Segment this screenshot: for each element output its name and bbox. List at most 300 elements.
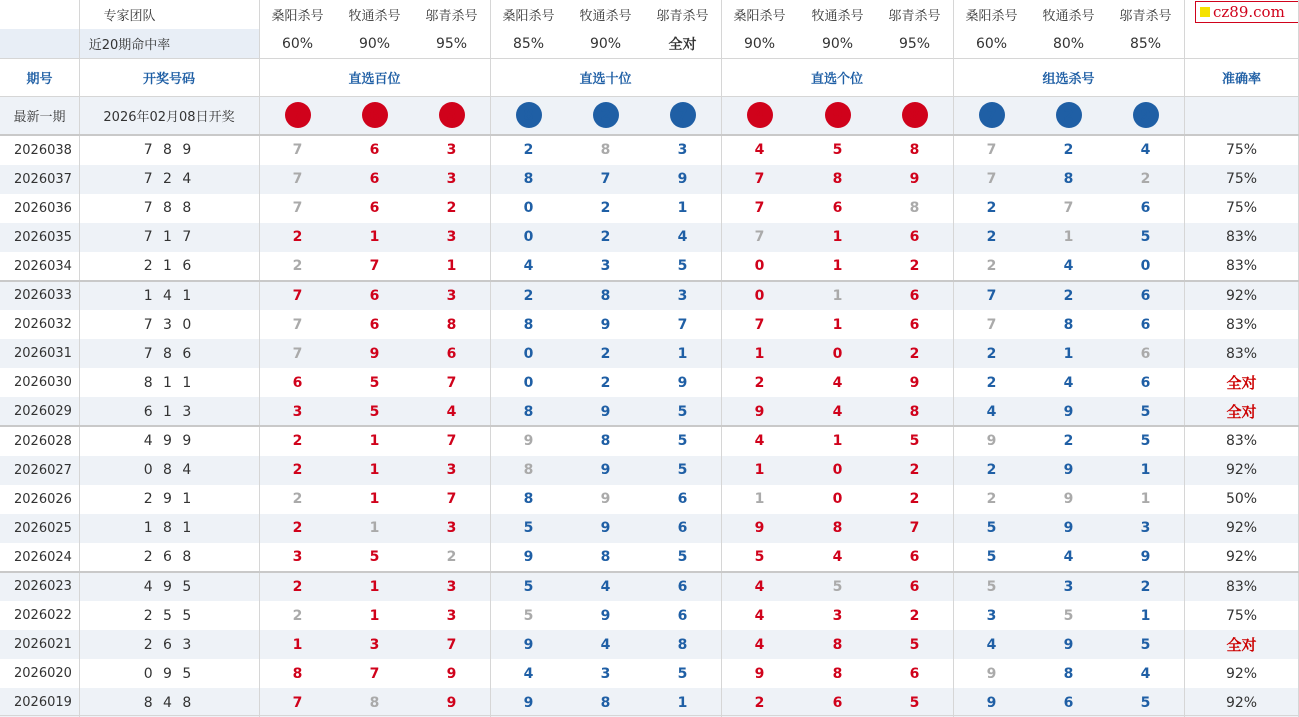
accuracy-value: 83% <box>1225 258 1258 275</box>
kill-number: 9 <box>754 403 765 420</box>
issue-number: 2026032 <box>14 317 72 333</box>
kill-number: 5 <box>1140 694 1151 711</box>
draw-number: 8 1 1 <box>143 374 195 391</box>
kill-number: 5 <box>754 549 765 566</box>
issue-number: 2026021 <box>14 637 72 653</box>
expert-name: 邬青杀号 <box>1119 9 1172 24</box>
expert-name: 邬青杀号 <box>888 9 941 24</box>
issue-number: 2026020 <box>14 666 72 682</box>
table-row <box>0 659 1299 688</box>
kill-number: 2 <box>523 142 534 159</box>
expert-name: 邬青杀号 <box>425 9 478 24</box>
kill-number: 4 <box>677 229 688 246</box>
accuracy-value: 92% <box>1225 287 1258 304</box>
table-row <box>0 630 1299 659</box>
kill-number: 9 <box>600 491 611 508</box>
grid-vline <box>953 0 954 717</box>
draw-number: 8 4 8 <box>143 694 195 711</box>
kill-number: 5 <box>832 578 843 595</box>
issue-number: 2026028 <box>14 433 72 449</box>
kill-number: 6 <box>1140 200 1151 217</box>
tens-header: 直选十位 <box>579 71 632 87</box>
kill-number: 3 <box>446 171 457 188</box>
kill-number: 9 <box>1140 549 1151 566</box>
kill-number: 7 <box>446 374 457 391</box>
issue-number: 2026038 <box>14 142 72 158</box>
latest-ball: 9 <box>825 102 851 128</box>
kill-number: 7 <box>369 665 380 682</box>
kill-number: 3 <box>446 607 457 624</box>
kill-number: 0 <box>754 258 765 275</box>
kill-number: 5 <box>909 433 920 450</box>
kill-number: 6 <box>1063 694 1074 711</box>
expert-name: 牧通杀号 <box>348 9 401 24</box>
kill-number: 1 <box>832 316 843 333</box>
kill-number: 9 <box>446 665 457 682</box>
kill-number: 6 <box>909 229 920 246</box>
kill-number: 8 <box>523 491 534 508</box>
kill-number: 4 <box>523 665 534 682</box>
accuracy-value: 92% <box>1225 665 1258 682</box>
kill-number: 1 <box>677 200 688 217</box>
accuracy-value: 75% <box>1225 171 1258 188</box>
kill-number: 1 <box>832 258 843 275</box>
kill-number: 8 <box>909 403 920 420</box>
latest-ball-cell <box>799 96 876 134</box>
latest-ball-cell <box>259 96 336 134</box>
accuracy-value: 92% <box>1225 694 1258 711</box>
kill-number: 7 <box>292 142 303 159</box>
kill-number: 6 <box>909 316 920 333</box>
kill-number: 6 <box>292 374 303 391</box>
kill-number: 6 <box>369 200 380 217</box>
kill-number: 5 <box>909 636 920 653</box>
latest-date: 2026年02月08日开奖 <box>103 109 235 125</box>
logo-square-icon <box>1200 7 1210 17</box>
kill-number: 1 <box>1140 462 1151 479</box>
table-row <box>0 543 1299 572</box>
kill-number: 9 <box>523 433 534 450</box>
kill-number: 1 <box>369 433 380 450</box>
kill-number: 5 <box>986 520 997 537</box>
hit-rate-row <box>0 29 1299 58</box>
kill-number: 7 <box>292 694 303 711</box>
kill-number: 3 <box>446 520 457 537</box>
kill-number: 3 <box>677 287 688 304</box>
kill-number: 2 <box>754 374 765 391</box>
kill-number: 8 <box>832 665 843 682</box>
kill-number: 2 <box>292 607 303 624</box>
draw-number: 0 9 5 <box>143 665 195 682</box>
kill-number: 8 <box>369 694 380 711</box>
kill-number: 1 <box>677 694 688 711</box>
grid-vline <box>490 0 491 717</box>
kill-number: 5 <box>1140 433 1151 450</box>
accuracy-value: 83% <box>1225 345 1258 362</box>
kill-number: 6 <box>832 694 843 711</box>
kill-number: 2 <box>292 229 303 246</box>
accuracy-value: 83% <box>1225 578 1258 595</box>
draw-number: 2 9 1 <box>143 491 195 508</box>
draw-number: 2 5 5 <box>143 607 195 624</box>
kill-number: 4 <box>986 403 997 420</box>
kill-number: 9 <box>446 694 457 711</box>
issue-number: 2026025 <box>14 520 72 536</box>
kill-number: 0 <box>832 345 843 362</box>
kill-number: 3 <box>677 142 688 159</box>
kill-number: 3 <box>446 287 457 304</box>
kill-number: 0 <box>832 491 843 508</box>
accuracy-value: 83% <box>1225 316 1258 333</box>
kill-number: 2 <box>1063 287 1074 304</box>
kill-number: 0 <box>523 374 534 391</box>
issue-number: 2026024 <box>14 549 72 565</box>
kill-number: 7 <box>909 520 920 537</box>
issue-number: 2026026 <box>14 491 72 507</box>
kill-number: 8 <box>832 520 843 537</box>
kill-number: 9 <box>754 665 765 682</box>
units-header: 直选个位 <box>810 71 863 87</box>
kill-number: 5 <box>369 403 380 420</box>
kill-number: 2 <box>446 549 457 566</box>
kill-number: 5 <box>523 607 534 624</box>
table-row <box>0 339 1299 368</box>
accuracy-value: 50% <box>1225 491 1258 508</box>
site-logo[interactable] <box>1195 1 1299 23</box>
kill-number: 5 <box>369 549 380 566</box>
issue-number: 2026023 <box>14 579 72 595</box>
kill-number: 2 <box>292 433 303 450</box>
hit-rate-value: 80% <box>1052 35 1085 52</box>
kill-number: 7 <box>986 142 997 159</box>
hundreds-header: 直选百位 <box>348 71 401 87</box>
expert-name: 牧通杀号 <box>811 9 864 24</box>
latest-ball: 7 <box>670 102 696 128</box>
accuracy-value: 全对 <box>1226 403 1257 422</box>
accuracy-value: 92% <box>1225 549 1258 566</box>
kill-number: 6 <box>677 607 688 624</box>
kill-number: 5 <box>677 665 688 682</box>
kill-number: 3 <box>1140 520 1151 537</box>
kill-number: 1 <box>754 462 765 479</box>
kill-number: 3 <box>446 578 457 595</box>
kill-number: 9 <box>1063 403 1074 420</box>
issue-header: 期号 <box>26 71 53 87</box>
kill-number: 9 <box>600 403 611 420</box>
draw-number: 7 8 8 <box>143 200 195 217</box>
kill-number: 2 <box>600 374 611 391</box>
kill-number: 7 <box>754 200 765 217</box>
kill-number: 1 <box>369 229 380 246</box>
kill-number: 2 <box>292 258 303 275</box>
issue-number: 2026027 <box>14 462 72 478</box>
hit-rate-value: 90% <box>358 35 391 52</box>
latest-ball-cell <box>721 96 798 134</box>
latest-ball-cell <box>644 96 721 134</box>
kill-number: 7 <box>986 171 997 188</box>
kill-number: 1 <box>369 520 380 537</box>
group-divider <box>0 280 1299 282</box>
kill-number: 9 <box>677 374 688 391</box>
latest-ball-cell <box>1030 96 1107 134</box>
draw-number: 7 3 0 <box>143 316 195 333</box>
kill-number: 9 <box>523 694 534 711</box>
draw-number-header: 开奖号码 <box>142 71 195 87</box>
kill-number: 2 <box>986 258 997 275</box>
kill-number: 1 <box>369 462 380 479</box>
latest-ball: 4 <box>747 102 773 128</box>
kill-number: 4 <box>600 636 611 653</box>
kill-number: 4 <box>832 549 843 566</box>
kill-number: 9 <box>600 607 611 624</box>
kill-number: 6 <box>446 345 457 362</box>
grid-vline <box>79 0 80 717</box>
kill-number: 7 <box>292 287 303 304</box>
kill-number: 4 <box>1140 142 1151 159</box>
kill-number: 9 <box>523 549 534 566</box>
kill-number: 5 <box>1063 607 1074 624</box>
table-row <box>0 514 1299 543</box>
kill-number: 5 <box>986 578 997 595</box>
draw-number: 0 8 4 <box>143 462 195 479</box>
latest-ball-cell <box>490 96 567 134</box>
kill-number: 6 <box>909 578 920 595</box>
table-row <box>0 397 1299 426</box>
kill-number: 8 <box>523 171 534 188</box>
table-row <box>0 282 1299 311</box>
kill-number: 4 <box>832 374 843 391</box>
kill-number: 2 <box>909 607 920 624</box>
kill-number: 2 <box>1140 578 1151 595</box>
kill-number: 5 <box>1140 636 1151 653</box>
kill-number: 9 <box>1063 491 1074 508</box>
kill-number: 6 <box>369 316 380 333</box>
kill-number: 2 <box>292 578 303 595</box>
kill-number: 2 <box>986 229 997 246</box>
accuracy-value: 全对 <box>1226 374 1257 393</box>
kill-number: 7 <box>754 171 765 188</box>
kill-number: 2 <box>909 462 920 479</box>
kill-number: 2 <box>909 258 920 275</box>
logo-text: cz89.com <box>1213 3 1285 21</box>
accuracy-value: 83% <box>1225 229 1258 246</box>
hit-rate-value: 全对 <box>668 36 697 53</box>
draw-number: 7 2 4 <box>143 171 195 188</box>
expert-name: 邬青杀号 <box>656 9 709 24</box>
table-row <box>0 165 1299 194</box>
kill-number: 5 <box>1140 403 1151 420</box>
kill-number: 7 <box>446 636 457 653</box>
kill-number: 7 <box>600 171 611 188</box>
kill-number: 4 <box>986 636 997 653</box>
kill-number: 8 <box>600 287 611 304</box>
kill-number: 2 <box>1140 171 1151 188</box>
hit-rate-value: 90% <box>743 35 776 52</box>
latest-ball: 9 <box>1133 102 1159 128</box>
latest-draw-row <box>0 96 1299 134</box>
kill-number: 8 <box>523 462 534 479</box>
draw-number: 2 6 8 <box>143 549 195 566</box>
kill-number: 8 <box>832 636 843 653</box>
kill-number: 7 <box>754 229 765 246</box>
kill-number: 6 <box>369 287 380 304</box>
latest-ball: 7 <box>979 102 1005 128</box>
table-row <box>0 456 1299 485</box>
latest-ball: 8 <box>902 102 928 128</box>
kill-number: 1 <box>1063 229 1074 246</box>
hit-rate-value: 95% <box>898 35 931 52</box>
kill-number: 4 <box>754 636 765 653</box>
grid-vline <box>259 0 260 717</box>
table-row <box>0 601 1299 630</box>
kill-number: 2 <box>600 345 611 362</box>
expert-name: 牧通杀号 <box>579 9 632 24</box>
accuracy-value: 83% <box>1225 433 1258 450</box>
kill-number: 5 <box>1140 229 1151 246</box>
draw-number: 7 1 7 <box>143 229 195 246</box>
kill-number: 2 <box>909 345 920 362</box>
issue-number: 2026030 <box>14 375 72 391</box>
kill-number: 5 <box>677 258 688 275</box>
kill-number: 8 <box>600 142 611 159</box>
kill-number: 7 <box>446 491 457 508</box>
kill-number: 1 <box>832 287 843 304</box>
kill-number: 8 <box>1063 665 1074 682</box>
kill-number: 2 <box>909 491 920 508</box>
kill-number: 5 <box>523 578 534 595</box>
column-header-row <box>0 58 1299 96</box>
hit-rate-value: 90% <box>821 35 854 52</box>
kill-number: 1 <box>369 578 380 595</box>
latest-ball-cell <box>1107 96 1184 134</box>
kill-number: 9 <box>677 171 688 188</box>
kill-number: 6 <box>1140 345 1151 362</box>
kill-number: 7 <box>446 433 457 450</box>
kill-number: 9 <box>986 665 997 682</box>
team-label: 专家团队 <box>103 9 156 24</box>
accuracy-value: 75% <box>1225 607 1258 624</box>
kill-number: 5 <box>677 462 688 479</box>
latest-label: 最新一期 <box>13 109 66 125</box>
kill-number: 7 <box>369 258 380 275</box>
hit-rate-value: 85% <box>1129 35 1162 52</box>
kill-number: 4 <box>754 433 765 450</box>
kill-number: 6 <box>1140 287 1151 304</box>
kill-number: 1 <box>677 345 688 362</box>
latest-ball-cell <box>336 96 413 134</box>
grid-hline <box>0 715 1299 716</box>
kill-number: 1 <box>292 636 303 653</box>
kill-number: 1 <box>1140 607 1151 624</box>
kill-number: 4 <box>754 578 765 595</box>
kill-number: 3 <box>292 549 303 566</box>
issue-number: 2026034 <box>14 258 72 274</box>
issue-number: 2026019 <box>14 695 72 711</box>
kill-number: 5 <box>832 142 843 159</box>
kill-number: 4 <box>754 607 765 624</box>
issue-number: 2026036 <box>14 200 72 216</box>
expert-name: 桑阳杀号 <box>733 9 786 24</box>
kill-number: 6 <box>832 200 843 217</box>
expert-name: 牧通杀号 <box>1042 9 1095 24</box>
hit-rate-value: 95% <box>435 35 468 52</box>
expert-name: 桑阳杀号 <box>965 9 1018 24</box>
latest-ball-cell <box>876 96 953 134</box>
draw-number: 2 1 6 <box>143 258 195 275</box>
hit-rate-value: 90% <box>589 35 622 52</box>
kill-number: 0 <box>523 229 534 246</box>
kill-number: 8 <box>523 316 534 333</box>
accuracy-value: 92% <box>1225 520 1258 537</box>
kill-number: 4 <box>1140 665 1151 682</box>
issue-number: 2026022 <box>14 608 72 624</box>
kill-number: 5 <box>677 403 688 420</box>
group-divider <box>0 134 1299 136</box>
kill-number: 3 <box>446 229 457 246</box>
latest-ball-cell <box>953 96 1030 134</box>
kill-number: 9 <box>986 433 997 450</box>
kill-number: 8 <box>600 433 611 450</box>
kill-number: 2 <box>986 462 997 479</box>
draw-number: 1 8 1 <box>143 520 195 537</box>
kill-number: 7 <box>1063 200 1074 217</box>
kill-number: 2 <box>986 200 997 217</box>
kill-number: 8 <box>523 403 534 420</box>
draw-number: 7 8 9 <box>143 142 195 159</box>
kill-number: 2 <box>292 462 303 479</box>
kill-number: 2 <box>600 200 611 217</box>
issue-number: 2026033 <box>14 288 72 304</box>
kill-number: 4 <box>600 578 611 595</box>
kill-number: 9 <box>523 636 534 653</box>
kill-number: 4 <box>754 142 765 159</box>
kill-number: 1 <box>832 229 843 246</box>
grid-vline <box>1184 0 1185 717</box>
accuracy-value: 75% <box>1225 142 1258 159</box>
kill-number: 1 <box>369 607 380 624</box>
kill-number: 1 <box>1140 491 1151 508</box>
kill-number: 2 <box>1063 142 1074 159</box>
issue-number: 2026037 <box>14 171 72 187</box>
kill-number: 2 <box>292 491 303 508</box>
kill-number: 6 <box>369 171 380 188</box>
kill-number: 3 <box>600 665 611 682</box>
kill-number: 3 <box>446 462 457 479</box>
kill-number: 9 <box>909 374 920 391</box>
accuracy-value: 75% <box>1225 200 1258 217</box>
kill-number: 6 <box>1140 316 1151 333</box>
kill-number: 8 <box>600 549 611 566</box>
expert-name: 桑阳杀号 <box>502 9 555 24</box>
kill-number: 5 <box>369 374 380 391</box>
kill-number: 7 <box>292 200 303 217</box>
kill-number: 9 <box>600 520 611 537</box>
kill-number: 2 <box>600 229 611 246</box>
kill-number: 8 <box>677 636 688 653</box>
kill-number: 5 <box>677 433 688 450</box>
kill-number: 7 <box>986 316 997 333</box>
issue-number: 2026029 <box>14 404 72 420</box>
kill-number: 1 <box>832 433 843 450</box>
kill-number: 3 <box>832 607 843 624</box>
grid-hline <box>0 96 1299 97</box>
group-divider <box>0 571 1299 573</box>
kill-number: 6 <box>677 491 688 508</box>
kill-number: 9 <box>1063 520 1074 537</box>
table-row <box>0 485 1299 514</box>
kill-number: 2 <box>754 694 765 711</box>
latest-ball: 2 <box>1056 102 1082 128</box>
